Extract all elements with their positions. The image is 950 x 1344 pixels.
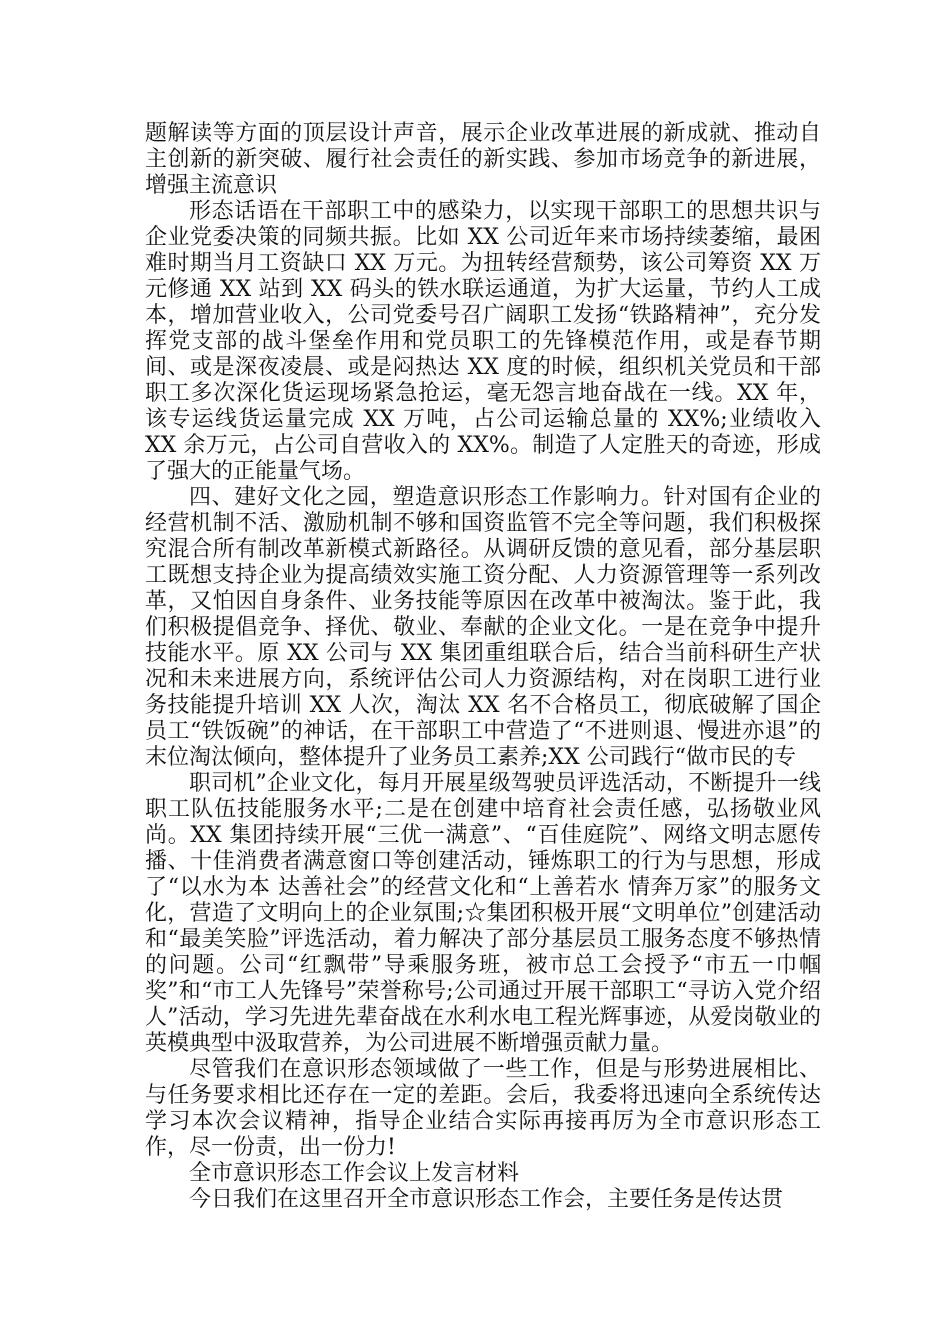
paragraph-1: 题解读等方面的顶层设计声音，展示企业改革进展的新成就、推动自主创新的新突破、履行社会责任的新实践、参加市场竞争的新进展，增强主流意识: [145, 121, 821, 198]
paragraph-6: 今日我们在这里召开全市意识形态工作会，主要任务是传达贯: [189, 1187, 784, 1212]
section-heading: 全市意识形态工作会议上发言材料: [189, 1161, 520, 1186]
paragraph-4: 职司机”企业文化，每月开展星级驾驶员评选活动，不断提升一线职工队伍技能服务水平;二是在创建中培育社会责任感，弘扬敬业风尚。XX 集团持续开展“三优一满意”、“百佳庭院”、网络文明志愿传播、十佳消费者满意窗口等创建活动，锤炼职工的行为与思想，形成了“以水为本 达善社会”的经营文化和“上善若水 情奔万家”的服务文化，营造了文明向上的企业氛围;☆集团积极开展“文明单位”创建活动和“最美笑脸”评选活动，着力解决了部分基层员工服务态度不够热情的问题。公司“红飘带”导乘服务班，被市总工会授予“市五一巾帼奖”和“市工人先锋号”荣誉称号;公司通过开展干部职工“寻访入党介绍人”活动，学习先进先辈奋战在水利水电工程光辉事迹，从爱岗敬业的英模典型中汲取营养，为公司进展不断增强贡献力量。: [145, 771, 821, 1056]
document-page: [145, 121, 821, 1213]
paragraph-3: 四、建好文化之园，塑造意识形态工作影响力。针对国有企业的经营机制不活、激励机制不够和国资监管不完全等问题，我们积极探究混合所有制改革新模式新路径。从调研反馈的意见看，部分基层职工既想支持企业为提高绩效实施工资分配、人力资源管理等一系列改革，又怕因自身条件、业务技能等原因在改革中被淘汰。鉴于此，我们积极提倡竞争、择优、敬业、奉献的企业文化。一是在竞争中提升技能水平。原 XX 公司与 XX 集团重组联合后，结合当前科研生产状况和未来进展方向，系统评估公司人力资源结构，对在岗职工进行业务技能提升培训 XX 人次，淘汰 XX 名不合格员工，彻底破解了国企员工“铁饭碗”的神话，在干部职工中营造了“不进则退、慢进亦退”的末位淘汰倾向，整体提升了业务员工素养;XX 公司践行“做市民的专: [145, 485, 821, 770]
paragraph-2: 形态话语在干部职工中的感染力，以实现干部职工的思想共识与企业党委决策的同频共振。比如 XX 公司近年来市场持续萎缩，最困难时期当月工资缺口 XX 万元。为扭转经营颓势，该公司筹资 XX 万元修通 XX 站到 XX 码头的铁水联运通道，为扩大运量，节约人工成本，增加营业收入，公司党委号召广阔职工发扬“铁路精神”，充分发挥党支部的战斗堡垒作用和党员职工的先锋模范作用，或是春节期间、或是深夜凌晨、或是闷热达 XX 度的时候，组织机关党员和干部职工多次深化货运现场紧急抢运，毫无怨言地奋战在一线。XX 年，该专运线货运量完成 XX 万吨，占公司运输总量的 XX%;业绩收入 XX 余万元，占公司自营收入的 XX%。制造了人定胜天的奇迹，形成了强大的正能量气场。: [145, 199, 821, 484]
paragraph-5: 尽管我们在意识形态领域做了一些工作，但是与形势进展相比、与任务要求相比还存在一定的差距。会后，我委将迅速向全系统传达学习本次会议精神，指导企业结合实际再接再厉为全市意识形态工作，尽一份责，出一份力!: [145, 1057, 821, 1160]
